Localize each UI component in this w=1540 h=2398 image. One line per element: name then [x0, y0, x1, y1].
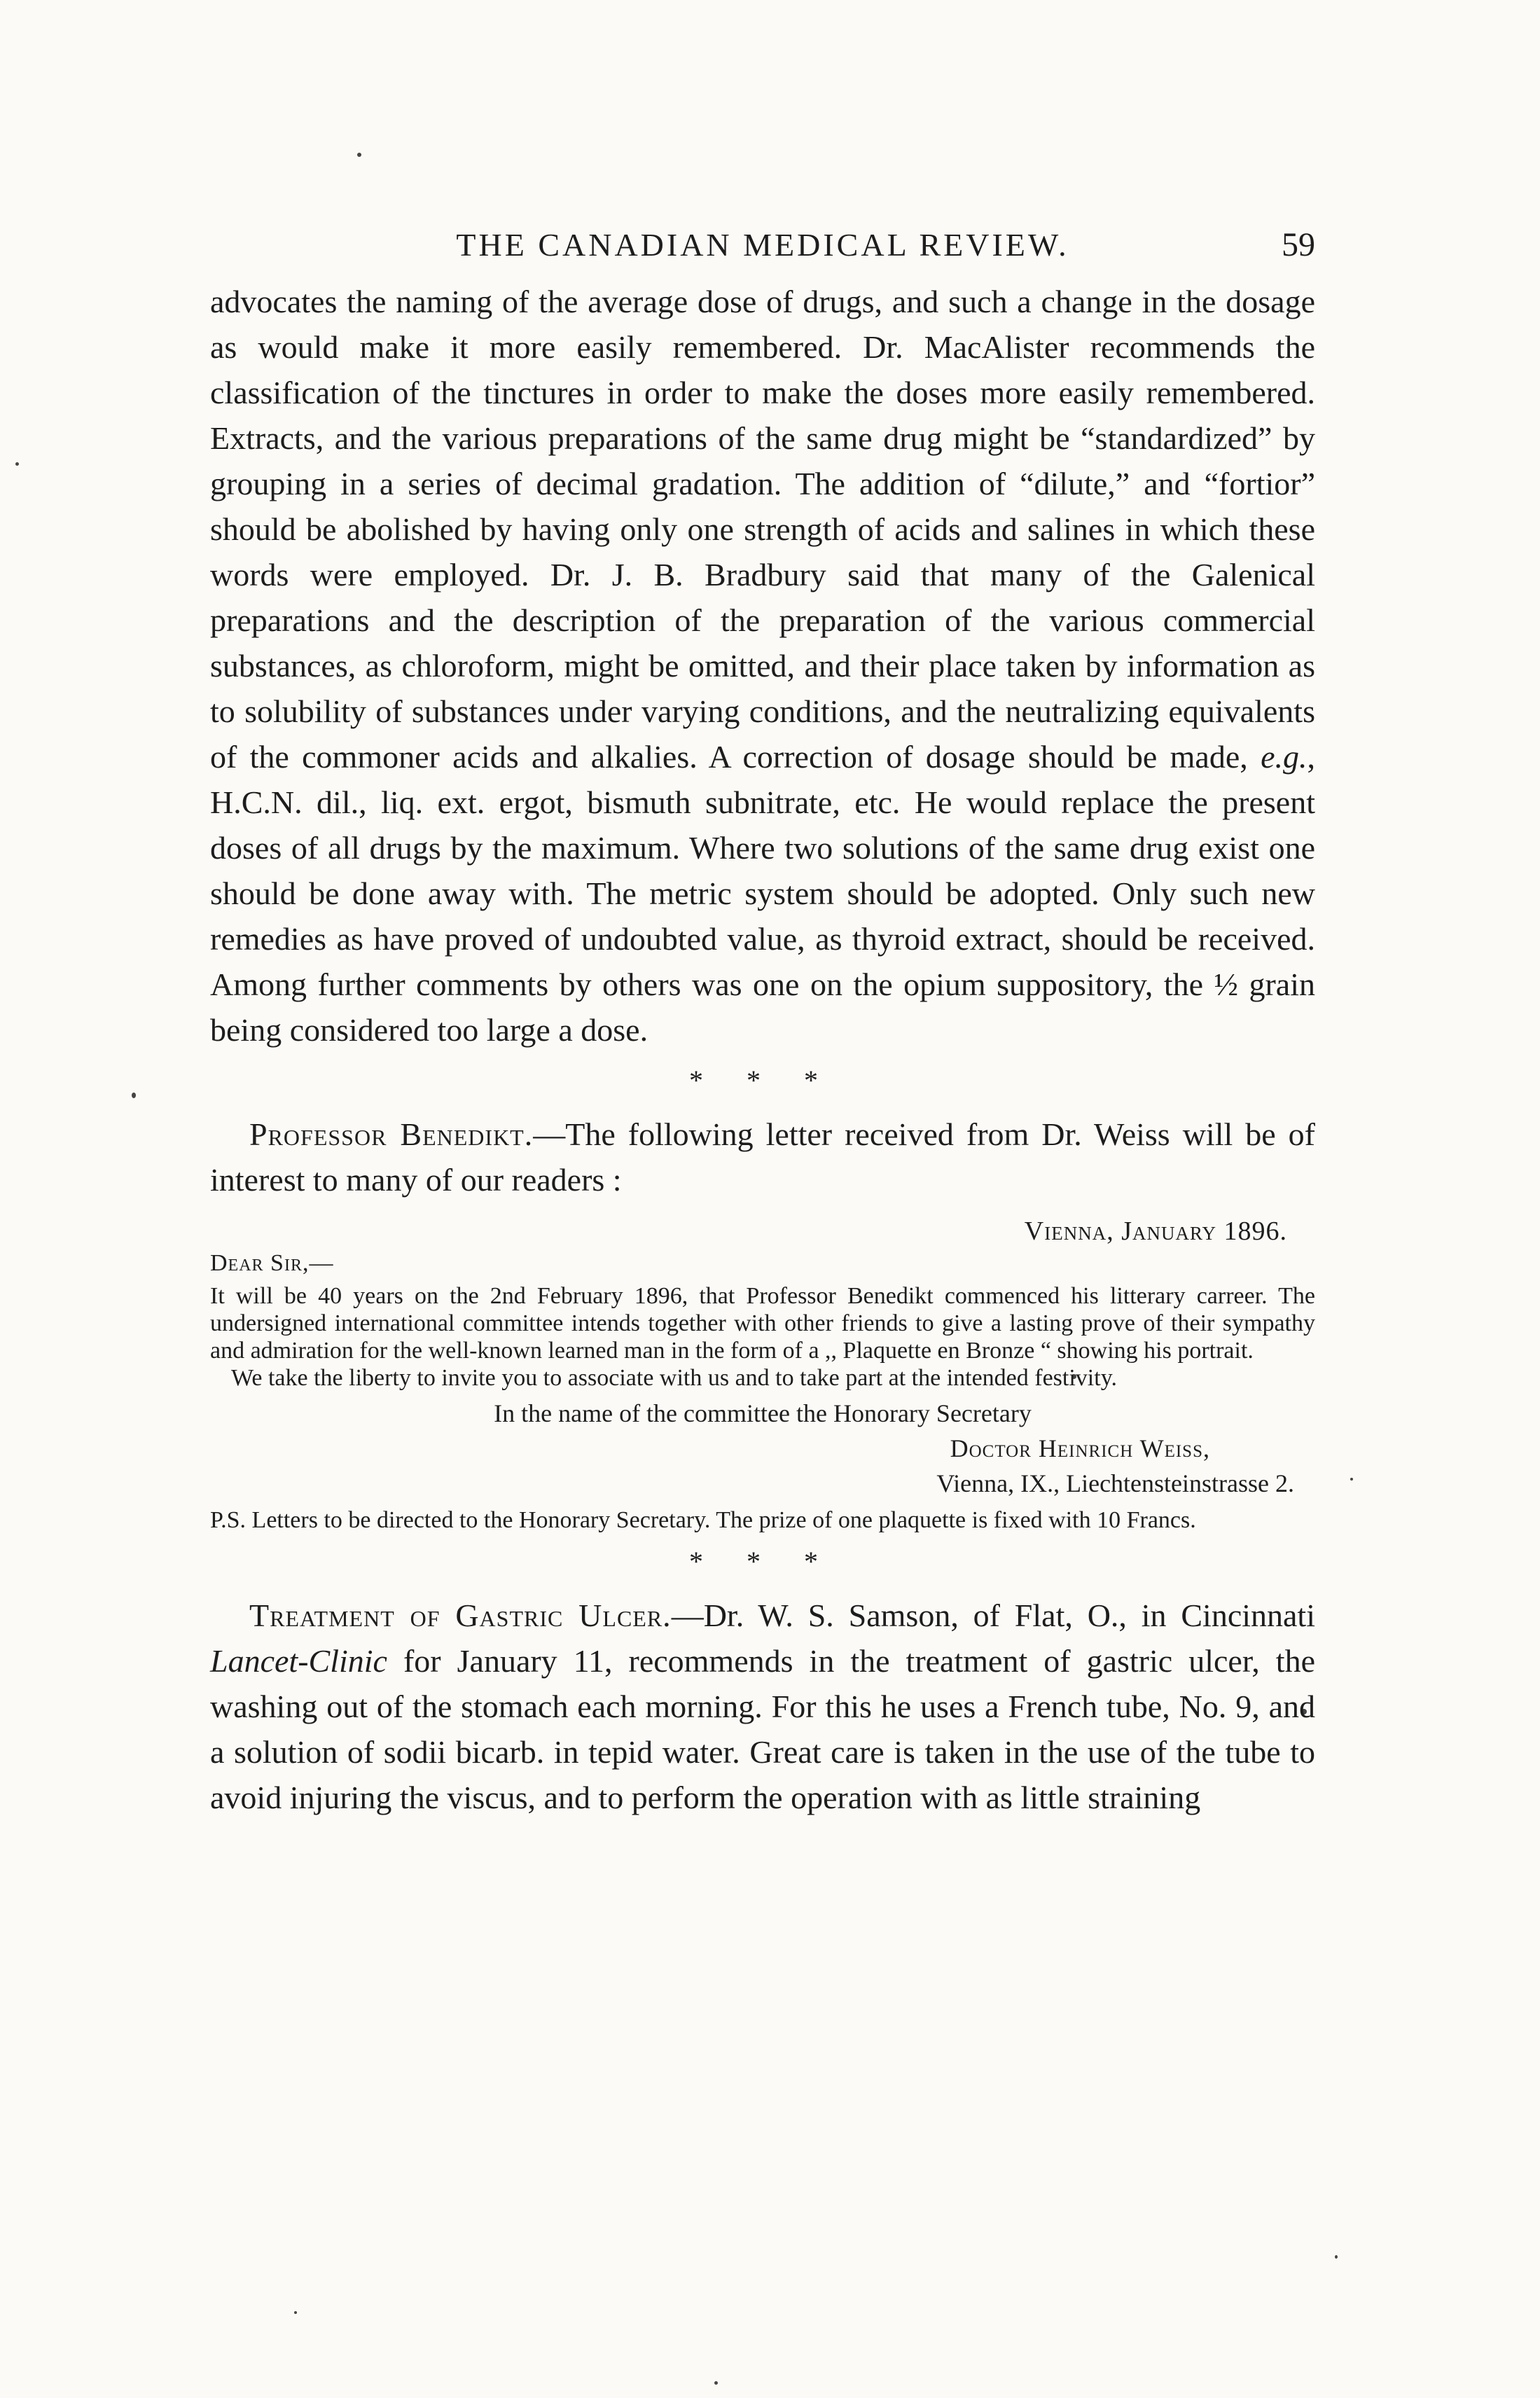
signature-name: Doctor Heinrich Weiss, [950, 1434, 1210, 1462]
scan-speck [15, 462, 19, 466]
gastric-text: —Dr. W. S. Samson, of Flat, O., in Cincinnati [671, 1597, 1315, 1633]
letter-salutation: Dear Sir,— [210, 1250, 334, 1276]
letter-closing: In the name of the committee the Honorary Secretary [494, 1399, 1032, 1427]
paragraph-benedikt [210, 1111, 1315, 1203]
scan-speck [132, 1093, 136, 1098]
journal-title: Lancet-Clinic [210, 1643, 387, 1679]
section-heading: Professor Benedikt. [249, 1116, 534, 1152]
paragraph-dosage [210, 279, 1315, 1053]
section-separator: * * * [689, 1065, 836, 1096]
section-separator: * * * [689, 1546, 836, 1577]
paragraph-gastric-ulcer [210, 1593, 1315, 1820]
scan-speck [1350, 1478, 1353, 1481]
eg-abbreviation: e.g. [1261, 739, 1307, 775]
page-header [210, 224, 1315, 273]
benedikt-intro: —The following letter received from Dr. Weiss will be of interest to many of our readers : [210, 1116, 1315, 1198]
signature-address: Vienna, IX., Liechtensteinstrasse 2. [936, 1469, 1294, 1497]
scan-speck [294, 2311, 297, 2314]
paragraph-text: advocates the naming of the average dose of drugs, and such a change in the dosage as would make it more easily remembered. Dr. MacAlister recommends the classification of the tinctures in order to make the doses more easily remembered. Extracts, and the various preparations of the same drug might be “standardized” by grouping in a series of decimal gradation. The addition of “dilute,” and “fortior” should be abolished by having only one strength of acids and salines in which these words were employed. Dr. J. B. Bradbury said that many of the Galenical preparations and the description of the preparation of the various commercial substances, as chloroform, might be omitted, and their place taken by information as to solubility of substances under varying conditions, and the neutralizing equivalents of the commoner acids and alkalies. A correction of dosage should be made, [210, 284, 1315, 775]
postscript: P.S. Letters to be directed to the Honorary Secretary. The prize of one plaquette is fixed with 10 Francs. [210, 1507, 1196, 1533]
page-number: 59 [1282, 226, 1315, 263]
dateline-text: Vienna, January 1896. [1024, 1217, 1287, 1246]
running-title: THE CANADIAN MEDICAL REVIEW. [456, 227, 1069, 263]
scan-speck [714, 2381, 718, 2385]
section-heading: Treatment of Gastric Ulcer. [249, 1597, 672, 1633]
gastric-text-continued: for January 11, recommends in the treatment of gastric ulcer, the washing out of the stomach each morning. For this he uses a French tube, No. 9, and a solution of sodii bicarb. in tepid water. Great care is taken in the use of the tube to avoid injuring the viscus, and to perform the operation with as little straining [210, 1643, 1316, 1815]
letter-paragraph: We take the liberty to invite you to associate with us and to take part at the intended festivity. [231, 1365, 1117, 1391]
scan-speck [1335, 2255, 1338, 2259]
letter-paragraph: It will be 40 years on the 2nd February 1896, that Professor Benedikt commenced his litterary carreer. The undersigned international committee intends together with other friends to give a lasting prove of their sympathy and admiration for the well-known learned man in the form of a ,, Plaquette en Bronze “ showing his portrait. [210, 1283, 1315, 1364]
paragraph-text-continued: , H.C.N. dil., liq. ext. ergot, bismuth subnitrate, etc. He would replace the present doses of all drugs by the maximum. Where two solutions of the same drug exist one should be done away with. The metric system should be adopted. Only such new remedies as have proved of undoubted value, as thyroid extract, should be received. Among further comments by others was one on the opium suppository, the ½ grain being considered too large a dose. [210, 739, 1315, 1048]
page [210, 224, 1315, 1820]
letter-dateline [210, 1215, 1287, 1247]
letter-body [210, 1282, 1315, 1392]
scan-speck [357, 153, 361, 157]
